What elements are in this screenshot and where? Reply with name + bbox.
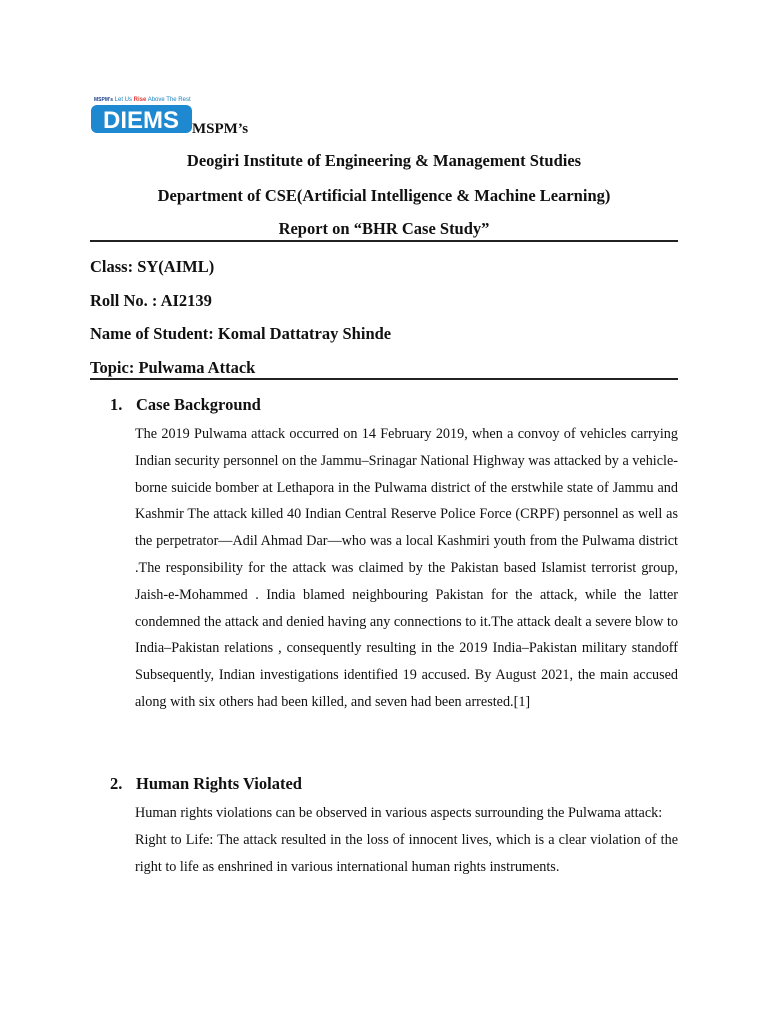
section-title: Case Background [136,395,261,414]
info-divider [90,378,678,380]
report-topic: Topic: Pulwama Attack [90,358,256,377]
diems-logo [90,97,195,137]
section-heading-case-background [110,395,261,415]
student-name: Name of Student: Komal Dattatray Shinde [90,324,392,343]
human-rights-intro: Human rights violations can be observed in various aspects surrounding the Pulwama attack: [135,805,663,821]
department-title: Department of CSE(Artificial Intelligence & Machine Learning) [157,186,611,205]
right-to-life-text: Right to Life: The attack resulted in the loss of innocent lives, which is a clear violation of the right to life as enshrined in various international human rights instruments. [135,831,678,875]
section-title: Human Rights Violated [136,774,302,793]
human-rights-text [135,800,678,880]
student-class: Class: SY(AIML) [90,257,215,276]
logo-wordmark [90,103,194,135]
svg-text:DIEMS: DIEMS [102,107,180,134]
section-heading-human-rights [110,774,302,794]
case-background-text: The 2019 Pulwama attack occurred on 14 February 2019, when a convoy of vehicles carrying Indian security personnel on the Jammu–Srinagar National Highway was attacked by a vehicle-borne suicide bomber at Lethapora in the Pulwama district of the erstwhile state of Jammu and Kashmir The attack killed 40 Indian Central Reserve Police Force (CRPF) personnel as well as the perpetrator—Adil Ahmad Dar—who was a local Kashmiri youth from the Pulwama district .The responsibility for the attack was claimed by the Pakistan based Islamist terrorist group, Jaish-e-Mohammed . India blamed neighbouring Pakistan for the attack, while the latter condemned the attack and denied having any connections to it.The attack dealt a severe blow to India–Pakistan relations , consequently resulting in the 2019 India–Pakistan military standoff Subsequently, Indian investigations identified 19 accused. By August 2021, the main accused along with six others had been killed, and seven had been arrested.[1] [135,426,678,710]
logo-tagline: MSPM's Let Us Rise Above The Rest [94,97,191,103]
student-roll: Roll No. : AI2139 [90,291,212,310]
header-divider [90,240,678,242]
mspm-label: MSPM’s [192,121,249,137]
institute-title: Deogiri Institute of Engineering & Management Studies [186,151,582,170]
section-number: 1. [110,395,123,414]
report-title: Report on “BHR Case Study” [278,219,490,238]
section-number: 2. [110,774,123,793]
